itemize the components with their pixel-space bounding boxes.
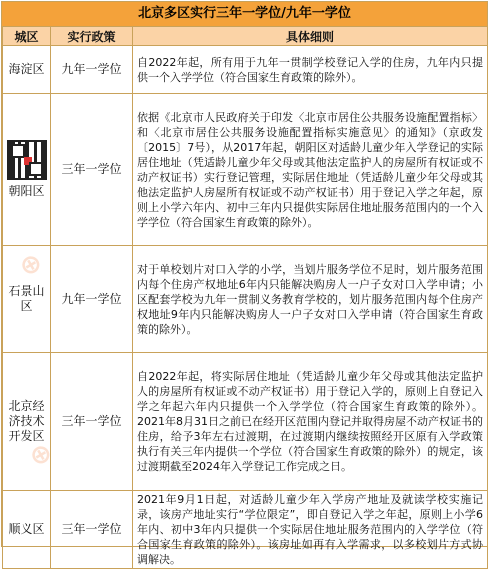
table-row (3, 353, 488, 491)
district-label: 朝阳区 (8, 184, 45, 198)
details-cell: 对于单校划片对口入学的小学，当划片服务学位不足时，划片服务范围内每个住房产权地址6年内只能解决购房人一户子女对口入学申请；小区配套学校为九年一贯制义务教育学校的，划片服务范围内每个住房产权地址9年内只能解决购房人一户子女对口入学申请（符合国家生育政策的除外）。 (133, 246, 488, 353)
header-details: 具体细则 (133, 27, 488, 46)
details-cell: 2021年9月1日起，对适龄儿童少年入学房产地址及就读学校实施记录，该房产地址实行“学位限定”，即自登记入学之年起，原则上小学6年内、初中3年内只提供一个实际居住地址服务范围内的入学学位（符合国家生育政策的除外）。该房址如再有入学需求，以多校划片方式协调解决。 (133, 491, 488, 569)
header-policy: 实行政策 (51, 27, 133, 46)
table-title: 北京多区实行三年一学位/九年一学位 (2, 2, 487, 27)
details-cell: 自2022年起，将实际居住地址（凭适龄儿童少年父母或其他法定监护人的房屋所有权证或不动产权证书）用于登记入学的，原则上自登记入学之年起六年内只提供一个入学学位（符合国家生育政策的除外）。2021年8月31日之前已在经开区范围内登记并取得房屋不动产权证书的住房，给予3年左右过渡期，在过渡期内继续按照经开区原有入学政策执行有关三年内提供一个学位（符合国家生育政策的除外）的规定，该过渡期截至2024年入学登记工作完成之日。 (133, 353, 488, 491)
policy-table-sheet (1, 1, 488, 566)
policy-cell: 三年一学位 (51, 491, 133, 569)
district-cell: 石景山区 (3, 246, 51, 353)
district-cell: 北京经济技术开发区 (3, 353, 51, 491)
header-row (3, 27, 488, 46)
policy-cell: 三年一学位 (51, 94, 133, 246)
table-row (3, 246, 488, 353)
district-cell (3, 94, 51, 246)
qr-code-image (7, 140, 47, 180)
district-cell: 顺义区 (3, 491, 51, 569)
table-row (3, 491, 488, 569)
policy-cell: 九年一学位 (51, 246, 133, 353)
header-district: 城区 (3, 27, 51, 46)
policy-cell: 九年一学位 (51, 46, 133, 94)
district-cell: 海淀区 (3, 46, 51, 94)
table-row (3, 46, 488, 94)
details-cell: 自2022年起，所有用于九年一贯制学校登记入学的住房，九年内只提供一个入学学位（符合国家生育政策的除外）。 (133, 46, 488, 94)
watermark-mark: ⊕ (13, 246, 48, 284)
watermark-mark: ⊕ (23, 436, 58, 474)
table-row (3, 94, 488, 246)
policy-table (2, 26, 488, 569)
details-cell: 依据《北京市人民政府关于印发〈北京市居住公共服务设施配置指标〉和〈北京市居住公共服务设施配置指标实施意见〉的通知》（京政发〔2015〕7号），从2017年起，朝阳区对适龄儿童少年入学登记的实际居住地址（凭适龄儿童少年父母或其他法定监护人的房屋所有权证或不动产权证书）实行登记管理，实际居住地址（凭适龄儿童少年父母或其他法定监护人房屋所有权证或不动产权证书）用于登记入学之年起，原则上小学六年内、初中三年内只提供实际居住地址服务范围内的一个入学学位（符合国家生育政策的除外）。 (133, 94, 488, 246)
policy-cell: 三年一学位 (51, 353, 133, 491)
